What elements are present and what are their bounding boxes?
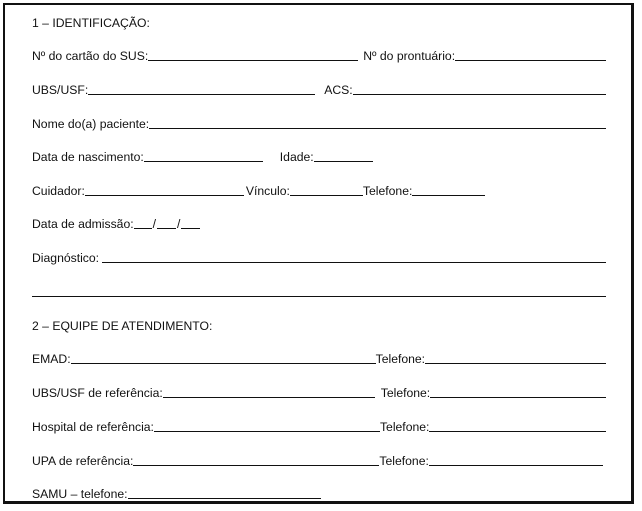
ubs-usf-ref-label: UBS/USF de referência:: [32, 386, 163, 400]
hospital-ref-field[interactable]: [154, 431, 380, 432]
prontuario-label: Nº do prontuário:: [363, 49, 456, 63]
diagnostico-field-2[interactable]: [32, 296, 606, 297]
ubs-usf-label: UBS/USF:: [32, 83, 89, 97]
row-samu: [32, 483, 606, 501]
section-1-title: 1 – IDENTIFICAÇÃO:: [32, 16, 150, 30]
row-cuidador: [32, 180, 606, 198]
row-nome-paciente: [32, 113, 606, 131]
hospital-telefone-label: Telefone:: [379, 420, 430, 434]
section-2-title: 2 – EQUIPE DE ATENDIMENTO:: [32, 319, 213, 333]
data-admissao-label: Data de admissão:: [32, 217, 134, 231]
section-1-title-row: [32, 12, 606, 30]
hospital-ref-label: Hospital de referência:: [32, 420, 154, 434]
vinculo-field[interactable]: [290, 195, 363, 196]
admissao-dia-field[interactable]: [134, 228, 152, 229]
cuidador-field[interactable]: [85, 195, 244, 196]
cuidador-telefone-label: Telefone:: [362, 184, 413, 198]
diagnostico-label: Diagnóstico:: [32, 251, 100, 265]
emad-telefone-field[interactable]: [425, 363, 606, 364]
vinculo-label: Vínculo:: [245, 184, 290, 198]
row-diagnostico: [32, 247, 606, 265]
emad-telefone-label: Telefone:: [375, 352, 426, 366]
row-admissao: [32, 213, 606, 231]
row-diagnostico-continuation: [32, 281, 606, 299]
acs-field[interactable]: [353, 94, 606, 95]
upa-ref-label: UPA de referência:: [32, 454, 134, 468]
ubs-usf-ref-field[interactable]: [163, 397, 375, 398]
acs-label: ACS:: [324, 83, 353, 97]
row-nascimento-idade: [32, 146, 606, 164]
admissao-ano-field[interactable]: [181, 228, 200, 229]
data-nascimento-field[interactable]: [144, 161, 263, 162]
idade-field[interactable]: [314, 161, 373, 162]
section-2-title-row: [32, 315, 606, 333]
idade-label: Idade:: [279, 150, 314, 164]
hospital-telefone-field[interactable]: [429, 431, 606, 432]
ubs-ref-telefone-field[interactable]: [430, 397, 606, 398]
row-hospital-referencia: [32, 416, 606, 434]
data-nascimento-label: Data de nascimento:: [32, 150, 144, 164]
prontuario-field[interactable]: [455, 60, 606, 61]
diagnostico-field[interactable]: [102, 262, 606, 263]
row-ubs-acs: [32, 79, 606, 97]
row-emad: [32, 348, 606, 366]
ubs-usf-field[interactable]: [88, 94, 315, 95]
cuidador-telefone-field[interactable]: [412, 195, 485, 196]
upa-telefone-label: Telefone:: [379, 454, 429, 468]
row-ubs-referencia: [32, 382, 606, 400]
ubs-ref-telefone-label: Telefone:: [380, 386, 431, 400]
nome-paciente-field[interactable]: [149, 128, 606, 129]
emad-field[interactable]: [71, 363, 376, 364]
cuidador-label: Cuidador:: [32, 184, 85, 198]
admissao-slash-2: /: [177, 217, 181, 231]
samu-label: SAMU – telefone:: [32, 487, 128, 501]
upa-telefone-field[interactable]: [429, 465, 603, 466]
emad-label: EMAD:: [32, 352, 71, 366]
row-upa-referencia: [32, 450, 603, 468]
cartao-sus-field[interactable]: [148, 60, 358, 61]
nome-paciente-label: Nome do(a) paciente:: [32, 117, 150, 131]
cartao-sus-label: Nº do cartão do SUS:: [32, 49, 149, 63]
row-cartao-prontuario: [32, 45, 606, 63]
upa-ref-field[interactable]: [133, 465, 379, 466]
admissao-slash-1: /: [152, 217, 157, 231]
admissao-mes-field[interactable]: [157, 228, 176, 229]
samu-telefone-field[interactable]: [128, 498, 321, 499]
